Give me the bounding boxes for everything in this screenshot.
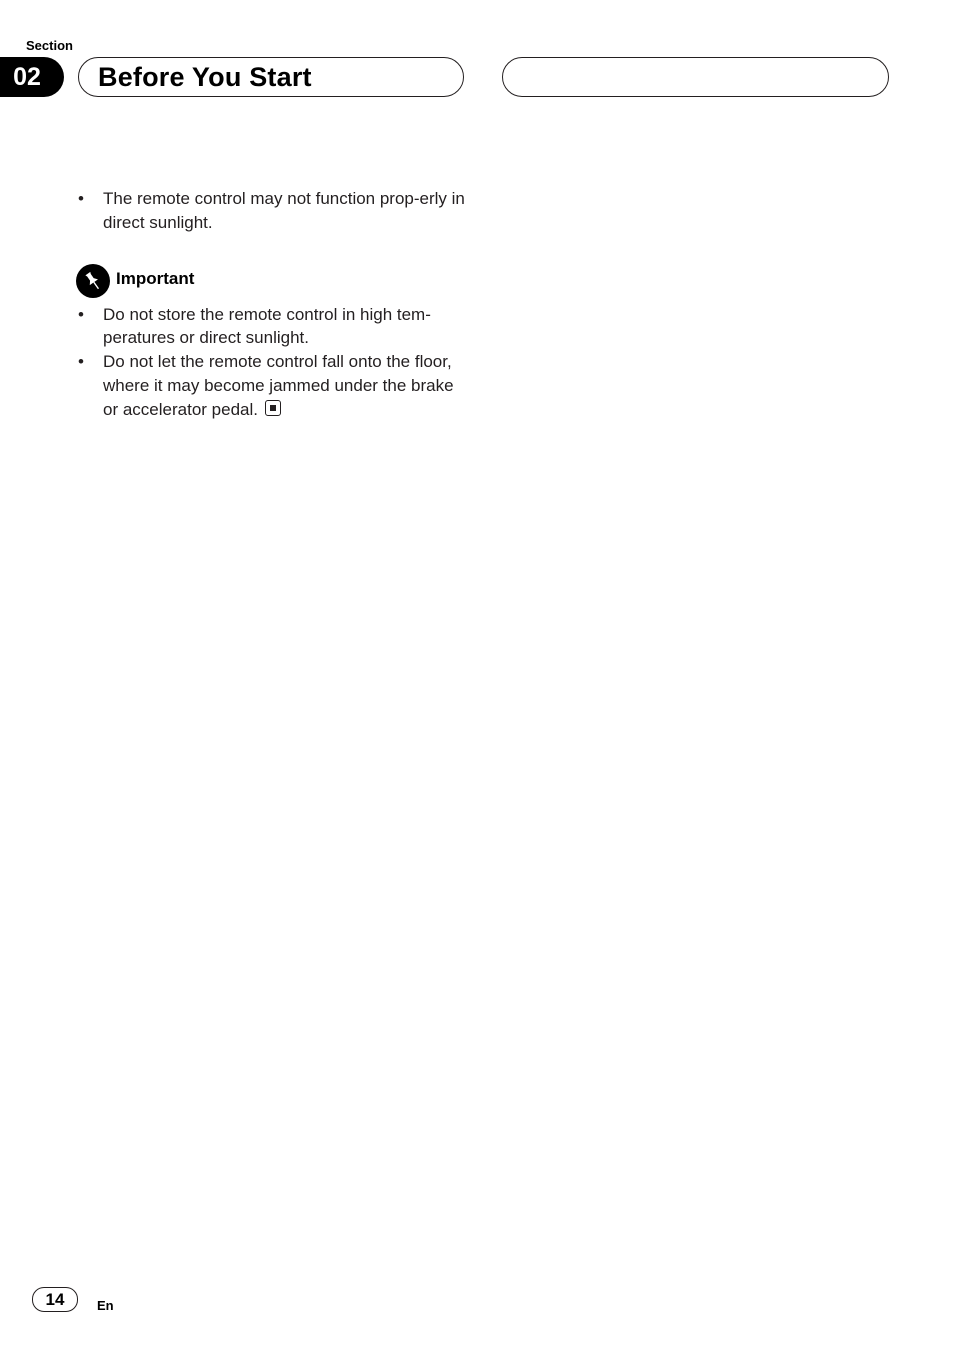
page-number: 14 xyxy=(32,1287,78,1312)
bullet-icon: • xyxy=(78,189,84,208)
list-item-text: Do not store the remote control in high tem-peratures or direct sunlight. xyxy=(103,304,431,348)
end-of-section-icon xyxy=(265,400,281,416)
list-item xyxy=(78,350,468,421)
bullet-icon: • xyxy=(78,352,84,372)
list-item xyxy=(78,187,468,235)
list-item-text: The remote control may not function prop-erly in direct sunlight. xyxy=(103,189,465,232)
bullet-icon: • xyxy=(78,304,84,324)
language-label: En xyxy=(97,1298,114,1313)
intro-bullet-list xyxy=(78,187,468,235)
pushpin-icon xyxy=(76,264,110,298)
page-title: Before You Start xyxy=(98,61,312,92)
title-pill xyxy=(78,57,464,97)
important-bullet-list xyxy=(78,303,468,422)
section-number-badge: 02 xyxy=(0,57,64,97)
list-item-text: Do not let the remote control fall onto the floor, where it may become jammed under the brake or accelerator pedal. xyxy=(103,352,454,419)
empty-header-pill xyxy=(502,57,889,97)
main-content xyxy=(78,187,468,422)
important-heading xyxy=(78,263,468,299)
section-label: Section xyxy=(26,38,73,53)
important-label: Important xyxy=(116,268,195,288)
list-item xyxy=(78,303,468,351)
